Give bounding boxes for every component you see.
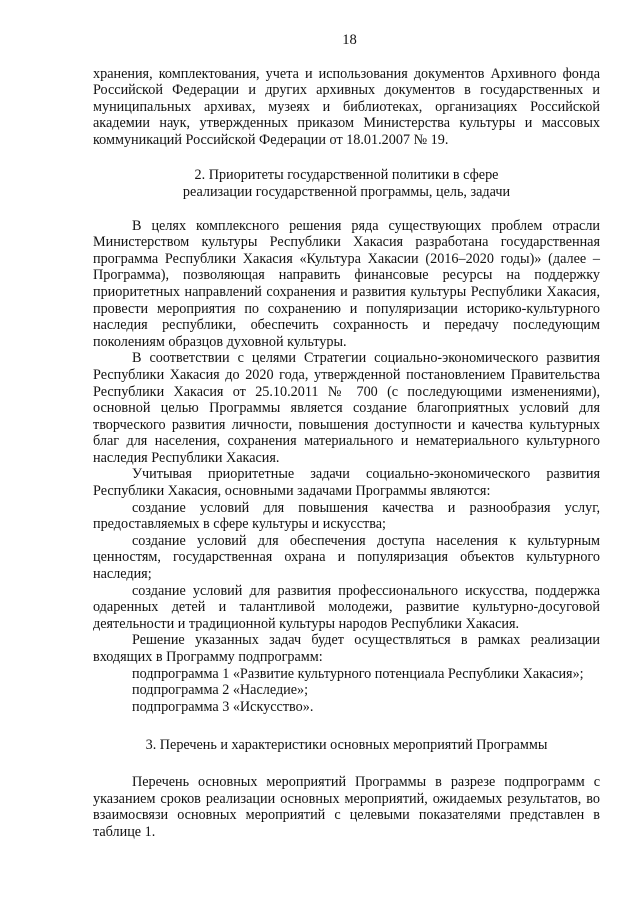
subprogram-item-1: подпрограмма 1 «Развитие культурного потенциала Республики Хакасия»; xyxy=(132,665,584,682)
task-item-1: создание условий для повышения качества и разнообразия услуг, предоставляемых в сфере культуры и искусства; xyxy=(93,499,600,533)
section-2-paragraph-3: Учитывая приоритетные задачи социально-экономического развития Республики Хакасия, основными задачами Программы являются: xyxy=(93,466,600,500)
section-2-paragraph-2: В соответствии с целями Стратегии социально-экономического развития Республики Хакасия до 2020 года, утвержденной постановлением Правительства Республики Хакасия от 25.10.2011 № 700 (с последующими изменениями), основной целью Программы является создание благоприятных условий для творческого развития личности, повышения доступности и качества культурных благ для населения, сохранения материального и нематериального культурного наследия Республики Хакасия. xyxy=(93,350,600,466)
section-2-paragraph-1: В целях комплексного решения ряда существующих проблем отрасли Министерством культуры Республики Хакасия разработана государственная программа Республики Хакасия «Культура Хакасии (2016–2020 годы)» (далее – Программа), позволяющая направить финансовые ресурсы на поддержку приоритетных направлений сохранения и развития культуры Республики Хакасия, провести мероприятия по сохранению и популяризации историко-культурного наследия республики, обеспечить сохранность и передачу последующим поколениям образцов духовной культуры. xyxy=(93,217,600,350)
subprogram-item-2: подпрограмма 2 «Наследие»; xyxy=(132,682,309,699)
section-3-paragraph-1: Перечень основных мероприятий Программы в разрезе подпрограмм с указанием сроков реализации основных мероприятий, ожидаемых результатов, во взаимосвязи основных мероприятий с целевыми показателями представлен в таблице 1. xyxy=(93,773,600,840)
subprogram-item-3: подпрограмма 3 «Искусство». xyxy=(132,698,314,715)
intro-paragraph: хранения, комплектования, учета и использования документов Архивного фонда Российской Федерации и других архивных документов в государственных и муниципальных архивах, музеях и библиотеках, организациях Российской академии наук, утвержденных приказом Министерства культуры и массовых коммуникаций Российской Федерации от 18.01.2007 № 19. xyxy=(93,65,600,148)
page-number: 18 xyxy=(342,32,357,48)
task-item-2: создание условий для обеспечения доступа населения к культурным ценностям, государственная охрана и популяризация объектов культурного наследия; xyxy=(93,532,600,583)
task-item-3: создание условий для развития профессионального искусства, поддержка одаренных детей и талантливой молодежи, развитие культурно-досуговой деятельности и традиционной культуры народов Республики Хакасия. xyxy=(93,582,600,632)
section-3-heading: 3. Перечень и характеристики основных мероприятий Программы xyxy=(145,737,548,754)
section-2-heading-line-2: реализации государственной программы, цель, задачи xyxy=(182,183,511,200)
section-2-heading-line-1: 2. Приоритеты государственной политики в сфере xyxy=(194,166,499,183)
section-2-paragraph-4: Решение указанных задач будет осуществляться в рамках реализации входящих в Программу подпрограмм: xyxy=(93,632,600,665)
section-2-heading xyxy=(93,167,600,201)
